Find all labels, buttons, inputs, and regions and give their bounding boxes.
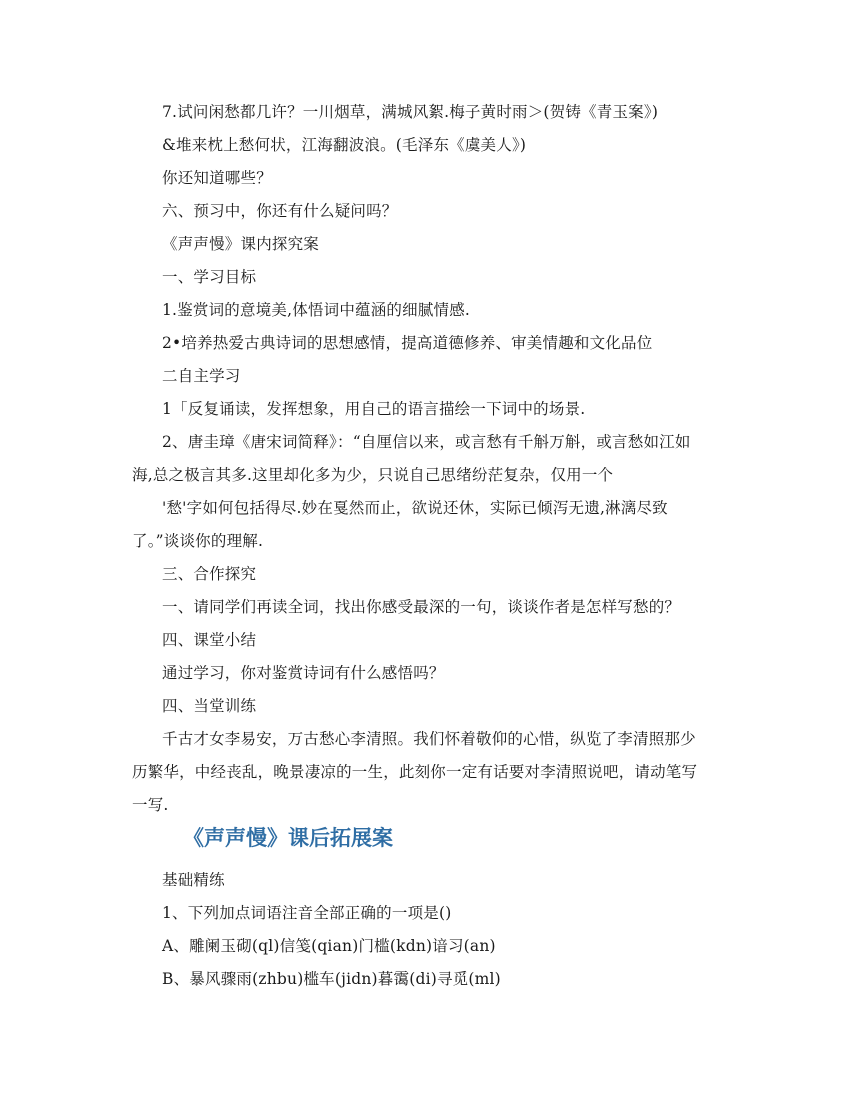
text-line: 1.鉴赏词的意境美,体悟词中蕴涵的细腻情感. xyxy=(162,301,471,319)
text-line: B、暴风骤雨(zhbu)槛车(jidn)暮霭(di)寻觅(ml) xyxy=(162,970,501,988)
text-line: &堆来枕上愁何状，江海翻波浪。(毛泽东《虞美人》) xyxy=(162,136,527,154)
text-line: 1「反复诵读，发挥想象，用自己的语言描绘一下词中的场景. xyxy=(162,400,586,418)
text-line: 三、合作探究 xyxy=(162,565,257,583)
text-line: 海,总之极言其多.这里却化多为少，只说自己思绪纷茫复杂，仅用一个 xyxy=(132,466,614,484)
text-line: 一写. xyxy=(132,796,169,814)
text-line: 一、请同学们再读全词，找出你感受最深的一句，谈谈作者是怎样写愁的？ xyxy=(162,598,681,616)
text-line: 通过学习，你对鉴赏诗词有什么感悟吗？ xyxy=(162,664,445,682)
text-line: 2、唐圭璋《唐宋词简释》：“自厘信以来，或言愁有千斛万斛，或言愁如江如 xyxy=(162,433,691,451)
text-line: 千古才女李易安，万古愁心李清照。我们怀着敬仰的心惜，纵览了李清照那少 xyxy=(162,730,696,748)
text-line: 《声声慢》课内探究案 xyxy=(162,235,320,253)
text-line: 六、预习中，你还有什么疑问吗？ xyxy=(162,202,398,220)
text-line: 7.试问闲愁都几许？一川烟草，满城风絮.梅子黄时雨＞(贺铸《青玉案》) xyxy=(162,103,659,121)
text-line: 你还知道哪些？ xyxy=(162,169,272,187)
text-line: 1、下列加点词语注音全部正确的一项是() xyxy=(162,904,452,922)
text-line: 二自主学习 xyxy=(162,367,241,385)
text-line: 基础精练 xyxy=(162,871,225,889)
text-line: 一、学习目标 xyxy=(162,268,257,286)
section-heading: 《声声慢》课后拓展案 xyxy=(183,826,393,850)
text-line: 四、课堂小结 xyxy=(162,631,257,649)
text-line: '愁'字如何包括得尽.妙在戛然而止，欲说还休，实际已倾泻无遗,淋漓尽致 xyxy=(162,499,668,517)
text-line: A、雕阑玉砌(ql)信笺(qian)门槛(kdn)谙习(an) xyxy=(162,937,496,955)
text-line: 四、当堂训练 xyxy=(162,697,257,715)
text-line: 了。”谈谈你的理解. xyxy=(132,532,264,550)
text-line: 历繁华，中经丧乱，晚景凄凉的一生，此刻你一定有话要对李清照说吧，请动笔写 xyxy=(132,763,698,781)
text-line: 2•培养热爱古典诗词的思想感情，提高道德修养、审美情趣和文化品位 xyxy=(162,334,653,352)
